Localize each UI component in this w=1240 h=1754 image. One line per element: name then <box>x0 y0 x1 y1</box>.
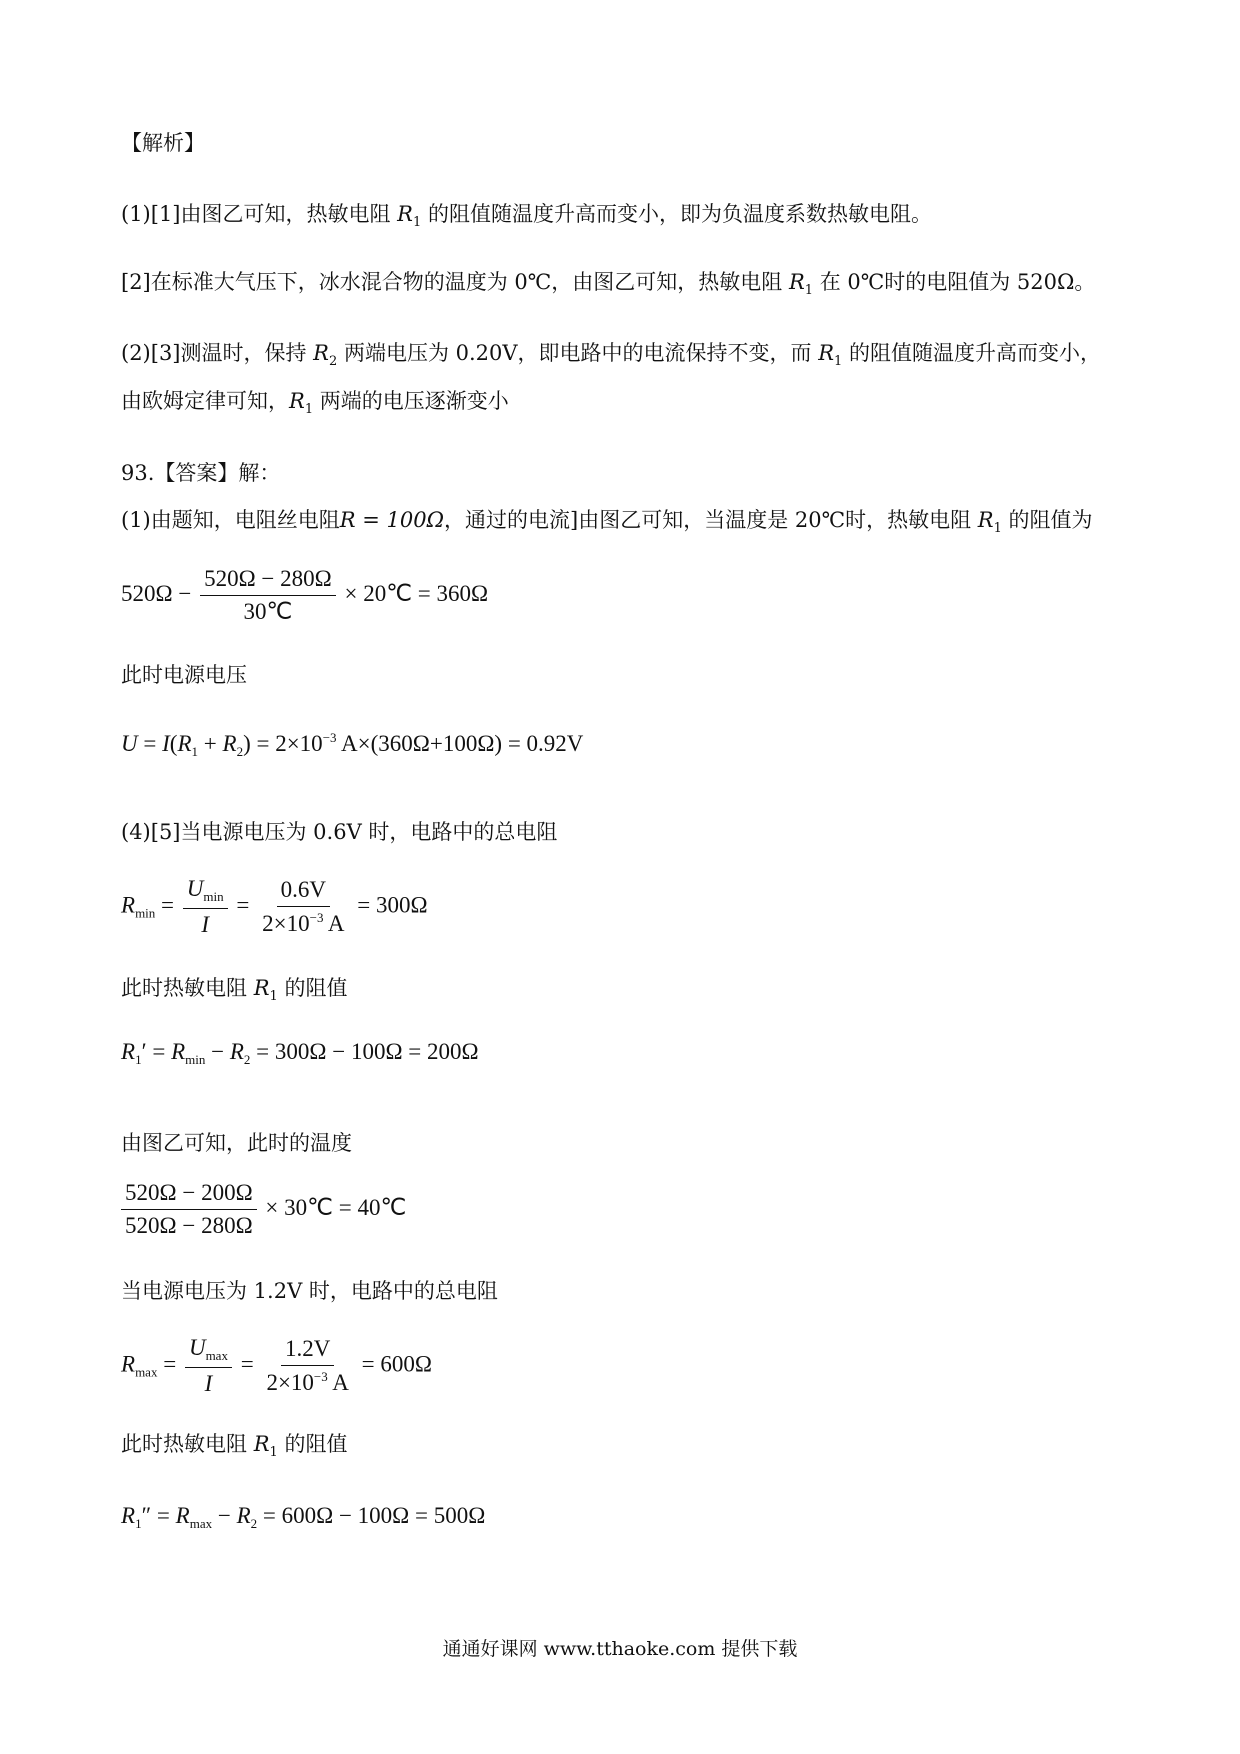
fraction: $\frac{U_{min}}{I}$ <box>183 876 228 938</box>
text-thermistor-2: 此时热敏电阻 $R_1$ 的阻值 <box>121 1432 348 1460</box>
paragraph-2: [2]在标准大气压下，冰水混合物的温度为 0℃，由图乙可知，热敏电阻 $R_1$ 在 0℃时的电阻值为 520Ω。 <box>121 270 1096 298</box>
paragraph-3: (2)[3]测温时，保持 $R_2$ 两端电压为 0.20V，即电路中的电流保持不变，而 $R_1$ 的阻值随温度升高而变小， <box>121 341 1101 369</box>
fraction: $\frac{0.6V}{2\times 10^{-3} A}$ <box>262 877 345 936</box>
equation-6: $R_{max}$ = $\frac{U_{max}}{I}$ = $\frac{1.2V}{2\times 10^{-3} A}$ = 600Ω <box>121 1335 432 1396</box>
equation-4: $R_1' = R_{min} - R_2 = 300\Omega - 100\Omega = 200\Omega$ <box>121 1039 479 1067</box>
paragraph-1: (1)[1]由图乙可知，热敏电阻 $R_1$ 的阻值随温度升高而变小，即为负温度系数热敏电阻。 <box>121 202 932 230</box>
equation-3: $R_{min}$ = $\frac{U_{min}}{I}$ = $\frac{0.6V}{2\times 10^{-3} A}$ = 300Ω <box>121 876 428 937</box>
answer-heading: 93.【答案】解： <box>121 461 281 485</box>
fraction: $\frac{1.2V}{2\times 10^{-3} A}$ <box>266 1336 349 1395</box>
paragraph-4: 由欧姆定律可知，$R_1$ 两端的电压逐渐变小 <box>121 389 509 417</box>
page-footer: 通通好课网 www.tthaoke.com 提供下载 <box>442 1638 798 1660</box>
fraction: $\frac{520\Omega - 280\Omega}{30℃}$ <box>200 566 336 625</box>
text-total-resistance-2: 当电源电压为 1.2V 时，电路中的总电阻 <box>121 1279 498 1303</box>
equation-5: $\frac{520\Omega - 200\Omega}{520\Omega - 280\Omega}$ × 30℃ = 40℃ <box>121 1180 406 1239</box>
text-supply-voltage: 此时电源电压 <box>121 663 247 687</box>
equation-1: 520Ω − $\frac{520\Omega - 280\Omega}{30℃}$ × 20℃ = 360Ω <box>121 566 489 624</box>
text-temperature: 由图乙可知，此时的温度 <box>121 1131 352 1155</box>
text-thermistor-1: 此时热敏电阻 $R_1$ 的阻值 <box>121 976 348 1004</box>
equation-2: $U = I(R_1 + R_2) = 2\times 10^{-3}$ A×(360Ω+100Ω) = 0.92V <box>121 730 584 759</box>
fraction: $\frac{520\Omega - 200\Omega}{520\Omega - 280\Omega}$ <box>121 1180 257 1239</box>
equation-7: $R_1'' = R_{max} - R_2 = 600\Omega - 100\Omega = 500\Omega$ <box>121 1503 486 1531</box>
paragraph-5: (1)由题知，电阻丝电阻R = 100Ω，通过的电流]由图乙可知，当温度是 20℃时，热敏电阻 $R_1$ 的阻值为 <box>121 508 1093 536</box>
text-total-resistance-1: (4)[5]当电源电压为 0.6V 时，电路中的总电阻 <box>121 820 558 844</box>
fraction: $\frac{U_{max}}{I}$ <box>185 1335 232 1397</box>
section-heading: 【解析】 <box>121 131 205 155</box>
